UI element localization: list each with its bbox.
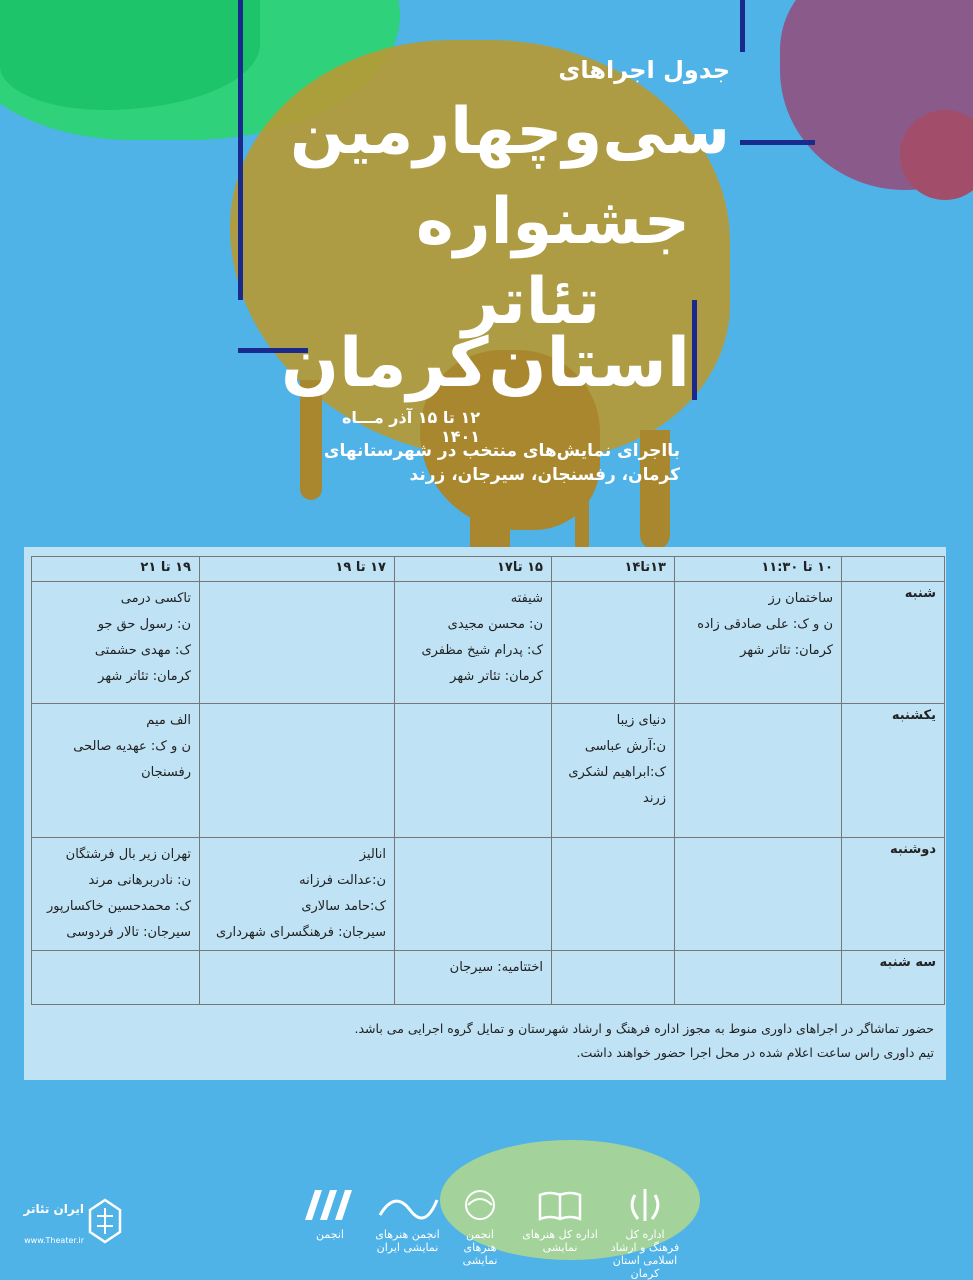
performance-cell <box>552 704 675 838</box>
sponsor-logos <box>300 1175 680 1280</box>
logo-label: اداره کل هنرهای نمایشی <box>522 1228 598 1254</box>
performance-detail: سیرجان: تالار فردوسی <box>66 925 191 940</box>
brand-emblem-icon <box>88 1198 122 1244</box>
title-line-2: جشنواره <box>415 185 690 259</box>
table-row <box>32 704 945 838</box>
festival-date: ۱۲ تا ۱۵ آذر مـــاه ۱۴۰۱ <box>341 408 480 446</box>
title-overline: جدول اجراهای <box>558 56 730 84</box>
performance-title: دنیای زیبا <box>616 713 666 728</box>
performance-cell <box>675 582 842 704</box>
column-header: ۱۵ تا۱۷ <box>395 557 552 582</box>
performance-cell <box>32 704 200 838</box>
performance-title: شیفته <box>510 591 543 606</box>
performance-cell <box>200 951 395 1005</box>
table-row <box>32 582 945 704</box>
performance-cell <box>200 582 395 704</box>
performance-cell <box>552 951 675 1005</box>
performance-title: تاکسی درمی <box>120 591 191 606</box>
frame-line <box>238 0 243 300</box>
column-header: ۱۷ تا ۱۹ <box>200 557 395 582</box>
note-line: تیم داوری راس ساعت اعلام شده در محل اجرا حضور خواهند داشت. <box>576 1045 934 1060</box>
performance-cell <box>675 951 842 1005</box>
day-cell: سه شنبه <box>842 951 945 1005</box>
column-header: ۱۰ تا ۱۱:۳۰ <box>675 557 842 582</box>
emblem-icon <box>610 1185 680 1280</box>
performance-cell <box>395 951 552 1005</box>
performance-detail: ک: پدرام شیخ مظفری <box>421 643 543 658</box>
performance-detail: کرمان: تئاتر شهر <box>450 669 543 684</box>
performance-title: اختتامیه: سیرجان <box>449 960 543 975</box>
performance-detail: ن: نادربرهانی مرند <box>88 873 191 888</box>
performance-detail: کرمان: تئاتر شهر <box>740 643 833 658</box>
brand-name: ایران تئاتر <box>23 1202 84 1216</box>
table-row <box>32 838 945 951</box>
calligraphy-icon <box>375 1185 440 1254</box>
frame-line <box>740 0 745 52</box>
logo-label: انجمن هنرهای نمایشی <box>462 1228 498 1267</box>
performance-detail: ن:عدالت فرزانه <box>299 873 386 888</box>
performance-detail: کرمان: تئاتر شهر <box>98 669 191 684</box>
frame-line <box>740 140 815 145</box>
performance-title: الف میم <box>146 713 191 728</box>
performance-detail: ک: مهدی حشمتی <box>94 643 191 658</box>
day-cell: یکشنبه <box>842 704 945 838</box>
performance-detail: ک:حامد سالاری <box>301 899 386 914</box>
performance-cell <box>675 704 842 838</box>
performance-cell <box>200 838 395 951</box>
performance-detail: زرند <box>643 791 666 806</box>
brand-logo <box>23 1196 124 1256</box>
performance-detail: ن و ک: علی صادقی زاده <box>697 617 833 632</box>
performance-detail: ن:آرش عباسی <box>584 739 666 754</box>
performance-detail: ن و ک: عهدیه صالحی <box>73 739 191 754</box>
column-header: ۱۹ تا ۲۱ <box>32 557 200 582</box>
title-line-4: استان‌کرمان <box>280 324 690 403</box>
performance-cell <box>32 582 200 704</box>
performance-cell <box>552 582 675 704</box>
performance-detail: رفسنجان <box>141 765 191 780</box>
performance-cell <box>395 582 552 704</box>
brand-url: www.Theater.ir <box>24 1236 84 1245</box>
subtitle <box>320 440 680 488</box>
performance-cell <box>200 704 395 838</box>
column-header <box>842 557 945 582</box>
performance-cell <box>32 838 200 951</box>
schedule-table <box>31 556 945 1005</box>
performance-detail: ک: محمدحسین خاکسارپور <box>46 899 191 914</box>
logo-label: اداره کل فرهنگ و ارشاد اسلامی استان کرمان <box>610 1228 680 1280</box>
title-line-1: سی‌وچهارمین <box>289 95 730 169</box>
day-cell: دوشنبه <box>842 838 945 951</box>
performance-cell <box>32 951 200 1005</box>
logo-label: انجمن <box>316 1228 344 1241</box>
performance-detail: ک:ابراهیم لشکری <box>568 765 666 780</box>
performance-detail: ن: رسول حق جو <box>97 617 191 632</box>
note-line: حضور تماشاگر در اجراهای داوری منوط به مجوز اداره فرهنگ و ارشاد شهرستان و تمایل گروه اجرایی می باشد. <box>354 1021 934 1036</box>
performance-cell <box>395 704 552 838</box>
day-cell: شنبه <box>842 582 945 704</box>
logo-label: انجمن هنرهای نمایشی ایران <box>375 1228 440 1254</box>
performance-cell <box>552 838 675 951</box>
performance-title: تهران زیر بال فرشتگان <box>65 847 191 862</box>
schedule-panel <box>24 547 946 1080</box>
performance-cell <box>395 838 552 951</box>
association-icon <box>300 1185 360 1241</box>
subtitle-line: کرمان، رفسنجان، سیرجان، زرند <box>409 464 680 485</box>
performance-title: انالیز <box>359 847 386 862</box>
book-icon <box>520 1185 600 1254</box>
calligraphy-icon <box>450 1185 510 1267</box>
performance-detail: ن: محسن مجیدی <box>447 617 543 632</box>
table-row <box>32 951 945 1005</box>
table-header-row <box>32 557 945 582</box>
frame-line <box>692 300 697 400</box>
column-header: ۱۳تا۱۴ <box>552 557 675 582</box>
performance-detail: سیرجان: فرهنگسرای شهرداری <box>216 925 386 940</box>
title-line-3: تئاتر <box>461 265 600 339</box>
notes <box>34 1017 934 1065</box>
subtitle-line: بااجرای نمایش‌های منتخب در شهرستانهای <box>323 441 680 461</box>
performance-cell <box>675 838 842 951</box>
performance-title: ساختمان رز <box>768 591 833 606</box>
